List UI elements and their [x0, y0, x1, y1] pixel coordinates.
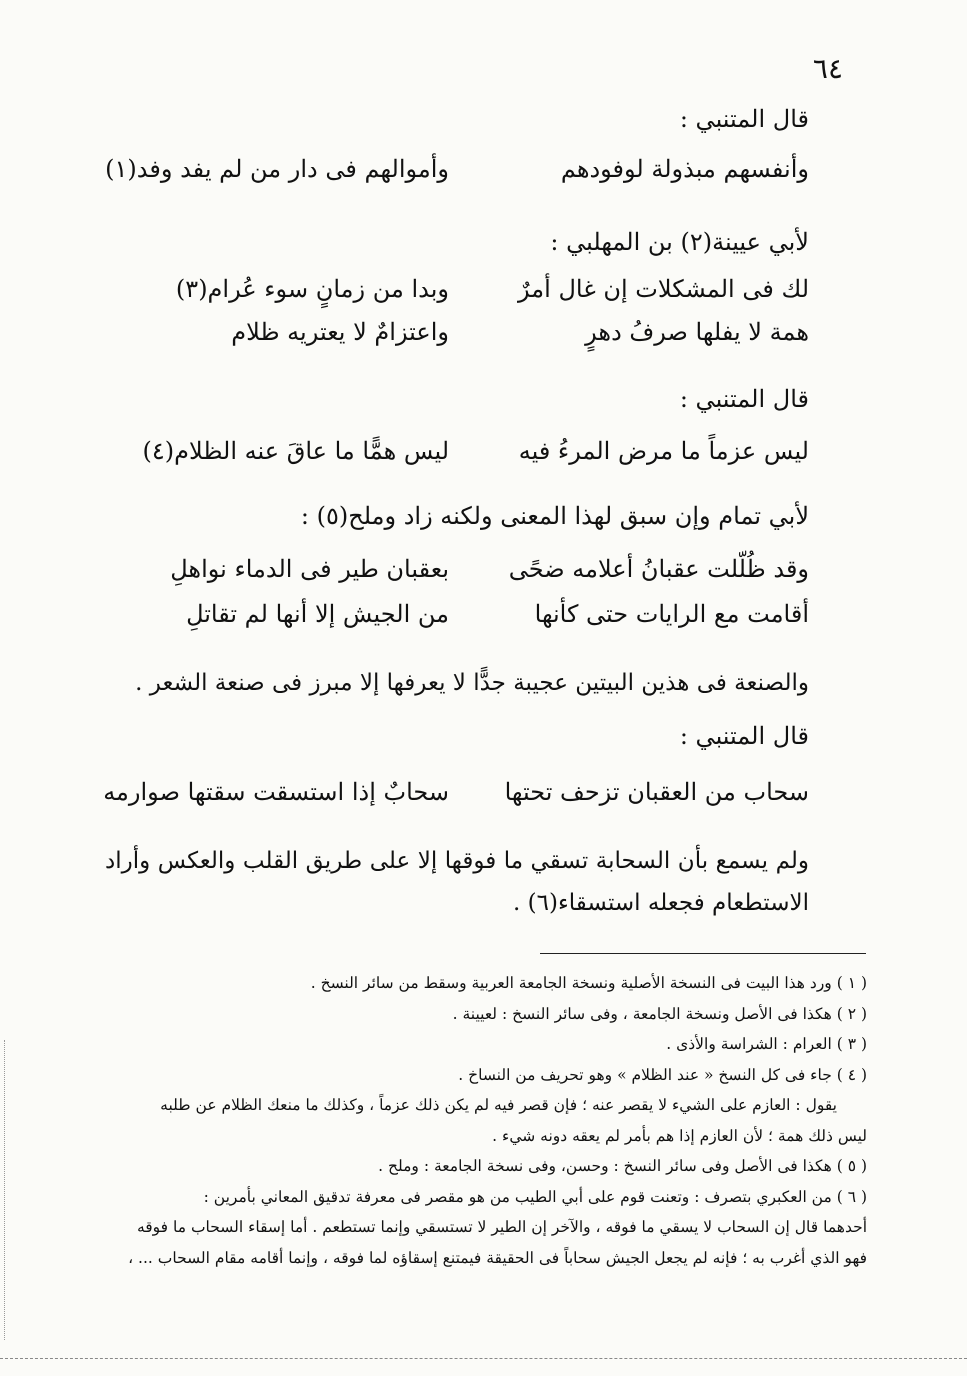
scan-bottom-edge [0, 1358, 967, 1359]
footnote-separator [540, 953, 866, 954]
footnote: ( ٤ ) جاء فى كل النسخ « عند الظلام » وهو تحريف من النساخ . [458, 1065, 867, 1084]
footnote: ( ٥ ) هكذا فى الأصل وفى سائر النسخ : وحسن، وفى نسخة الجامعة : وملح . [378, 1157, 867, 1175]
prose-paragraph: ولم يسمع بأن السحابة تسقي ما فوقها إلا على طريق القلب والعكس وأراد الاستطعام فجعله استسقاء(٦) . [105, 848, 809, 916]
verse-second-hemistich: سحابٌ إذا استسقت سقتها صوارمه [103, 778, 449, 806]
scan-edge-mark [4, 1040, 5, 1340]
section-heading: لأبي تمام وإن سبق لهذا المعنى ولكنه زاد وملح(٥) : [300, 502, 809, 530]
footnote: ( ٢ ) هكذا فى الأصل ونسخة الجامعة ، وفى سائر النسخ : لعيينة . [452, 1004, 867, 1023]
verse-second-hemistich: وبدا من زمانٍ سوء عُرام(٣) [175, 275, 449, 303]
footnote-continuation: أحدهما قال إن السحاب لا يسقي ما فوقه ، والآخر إن الطير لا تستسقي وإنما تستطعم . أما إسقاء السحاب ما فوقه [136, 1218, 867, 1236]
section-heading: قال المتنبي : [679, 105, 809, 133]
verse-first-hemistich: وقد ظُلّلت عقبانُ أعلامه ضحًى [508, 555, 809, 583]
verse-second-hemistich: وأموالهم فى دار من لم يفد وفد(١) [105, 155, 449, 183]
footnotes [105, 968, 867, 1273]
verse-first-hemistich: وأنفسهم مبذولة لوفودهم [560, 155, 809, 183]
footnote-continuation: ليس ذلك همة ؛ لأن العازم إذا هم بأمر لم يعقه دونه شيء . [492, 1126, 867, 1145]
verse-second-hemistich: بعقبان طير فى الدماء نواهلِ [170, 555, 449, 583]
prose-paragraph: والصنعة فى هذين البيتين عجيبة جدًّا لا يعرفها إلا مبرز فى صنعة الشعر . [135, 670, 809, 696]
verse-first-hemistich: همة لا يفلها صرفُ دهرٍ [585, 318, 809, 346]
verse-first-hemistich: ليس عزماً ما مرض المرءُ فيه [518, 437, 809, 465]
verse-second-hemistich: ليس همًّا ما عاقَ عنه الظلام(٤) [142, 437, 449, 465]
footnote: ( ٣ ) العرام : الشراسة والأذى . [666, 1035, 867, 1053]
section-heading: قال المتنبي : [679, 385, 809, 413]
footnote: ( ١ ) ورد هذا البيت فى النسخة الأصلية ونسخة الجامعة العربية وسقط من سائر النسخ . [310, 974, 867, 992]
footnote: ( ٦ ) من العكبري بتصرف : وتعنت قوم على أبي الطيب من هو مقصر فى معرفة تدقيق المعاني بأمرين : [203, 1187, 867, 1206]
verse-first-hemistich: لك فى المشكلات إن غال أمرٌ [518, 275, 809, 303]
footnote-continuation: يقول : العازم على الشيء لا يقصر عنه ؛ فإن قصر فيه لم يكن ذلك عزماً ، وكذلك ما منعك الظلام عن طلبه [160, 1096, 837, 1114]
section-heading: لأبي عيينة(٢) بن المهلبي : [550, 228, 809, 256]
footnote-continuation: فهو الذي أغرب به ؛ فإنه لم يجعل الجيش سحاباً فى الحقيقة فيمتنع إسقاؤه لما فوقه ، وإنما أقامه مقام السحاب ... ، [128, 1248, 867, 1267]
verse-first-hemistich: سحاب من العقبان تزحف تحتها [504, 778, 809, 806]
verse-first-hemistich: أقامت مع الرايات حتى كأنها [534, 600, 809, 628]
page-number: ٦٤ [812, 52, 843, 85]
verse-second-hemistich: واعتزامٌ لا يعتريه ظلام [231, 318, 449, 346]
verse-second-hemistich: من الجيش إلا أنها لم تقاتلِ [186, 600, 449, 628]
section-heading: قال المتنبي : [679, 722, 809, 750]
